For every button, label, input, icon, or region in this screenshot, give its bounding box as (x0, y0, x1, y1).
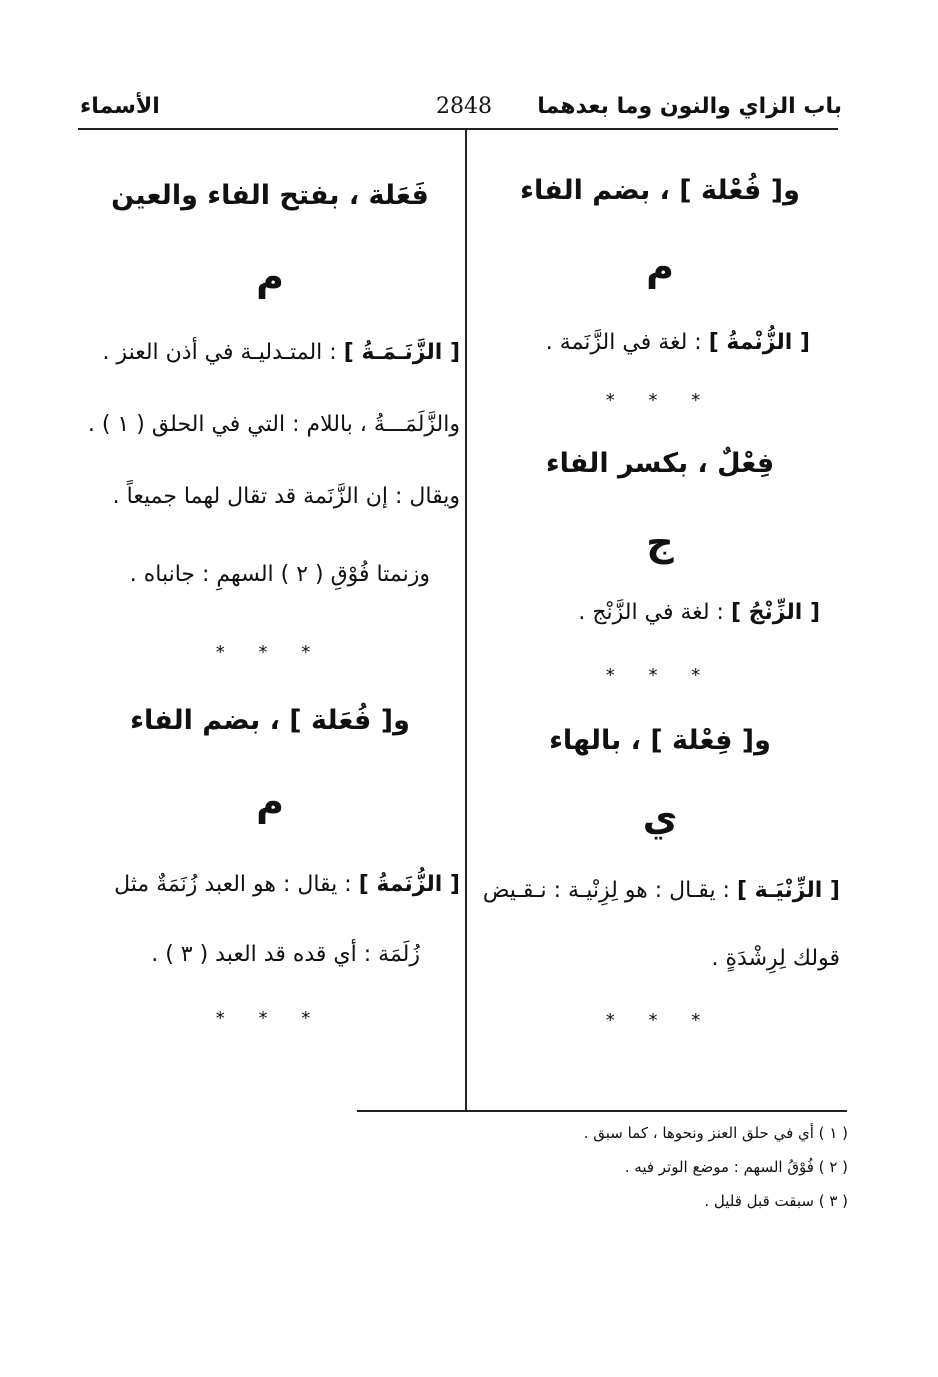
separator-stars: * * * (605, 1010, 715, 1031)
entry-continuation: وزنمتا فُوْقِ ( ٢ ) السهمِ : جانباه . (129, 562, 430, 587)
left-column (80, 0, 460, 1100)
definition: : يقال : هو العبد زُنَمَةٌ مثل (114, 872, 352, 897)
pattern-heading: فِعْلٌ ، بكسر الفاء (545, 448, 775, 479)
column-divider (465, 130, 467, 1110)
pattern-heading: و[ فُعَلة ] ، بضم الفاء (130, 705, 410, 736)
separator-stars: * * * (605, 390, 715, 411)
definition: : يقـال : هو لِزِنْيـة : نـقـيض (482, 878, 730, 903)
separator-stars: * * * (605, 665, 715, 686)
entry (80, 340, 460, 365)
footnote-rule (357, 1110, 847, 1112)
headword: [ الزَّنَـمَـةُ ] (343, 340, 460, 365)
headword: [ الزُّنْمةُ ] (708, 330, 810, 355)
footnote: ( ١ ) أي في حلق العنز ونحوها ، كما سبق . (583, 1124, 848, 1142)
footnote: ( ٢ ) فُوْقُ السهم : موضع الوتر فيه . (624, 1158, 848, 1176)
entry (480, 600, 840, 625)
entry-continuation: ويقال : إن الزَّنَمة قد تقال لهما جميعاً . (112, 484, 460, 509)
right-column (480, 0, 840, 1100)
definition: : المتـدليـة في أذن العنز . (102, 340, 337, 365)
pattern-heading: و[ فُعْلة ] ، بضم الفاء (520, 175, 800, 206)
root-letter: ي (642, 795, 678, 839)
root-letter: م (256, 255, 284, 299)
chapter-title: باب الزاي والنون وما بعدهما (537, 94, 842, 119)
entry-continuation: والزَّلَمَـــةُ ، باللام : التي في الحلق ( ١ ) . (87, 412, 460, 437)
root-letter: م (256, 780, 284, 824)
entry-continuation: قولك لِرِشْدَةٍ . (711, 946, 840, 971)
separator-stars: * * * (215, 642, 325, 663)
definition: : لغة في الزَّنْج . (578, 600, 724, 625)
entry (480, 878, 840, 903)
section-title: الأسماء (80, 94, 160, 119)
entry-continuation: زُلَمَة : أي قده قد العبد ( ٣ ) . (151, 942, 420, 967)
pattern-heading: و[ فِعْلة ] ، بالهاء (549, 725, 771, 756)
footnote: ( ٣ ) سبقت قبل قليل . (704, 1192, 848, 1210)
page-number: 2848 (436, 94, 492, 119)
root-letter: ج (646, 520, 674, 564)
headword: [ الزِّنْيَـة ] (736, 878, 840, 903)
headword: [ الزِّنْجُ ] (730, 600, 820, 625)
entry (480, 330, 840, 355)
root-letter: م (646, 245, 674, 289)
entry (80, 872, 460, 897)
pattern-heading: فَعَلة ، بفتح الفاء والعين (111, 180, 429, 211)
headword: [ الزُّنَمةُ ] (358, 872, 460, 897)
separator-stars: * * * (215, 1008, 325, 1029)
definition: : لغة في الزَّنَمة . (545, 330, 702, 355)
